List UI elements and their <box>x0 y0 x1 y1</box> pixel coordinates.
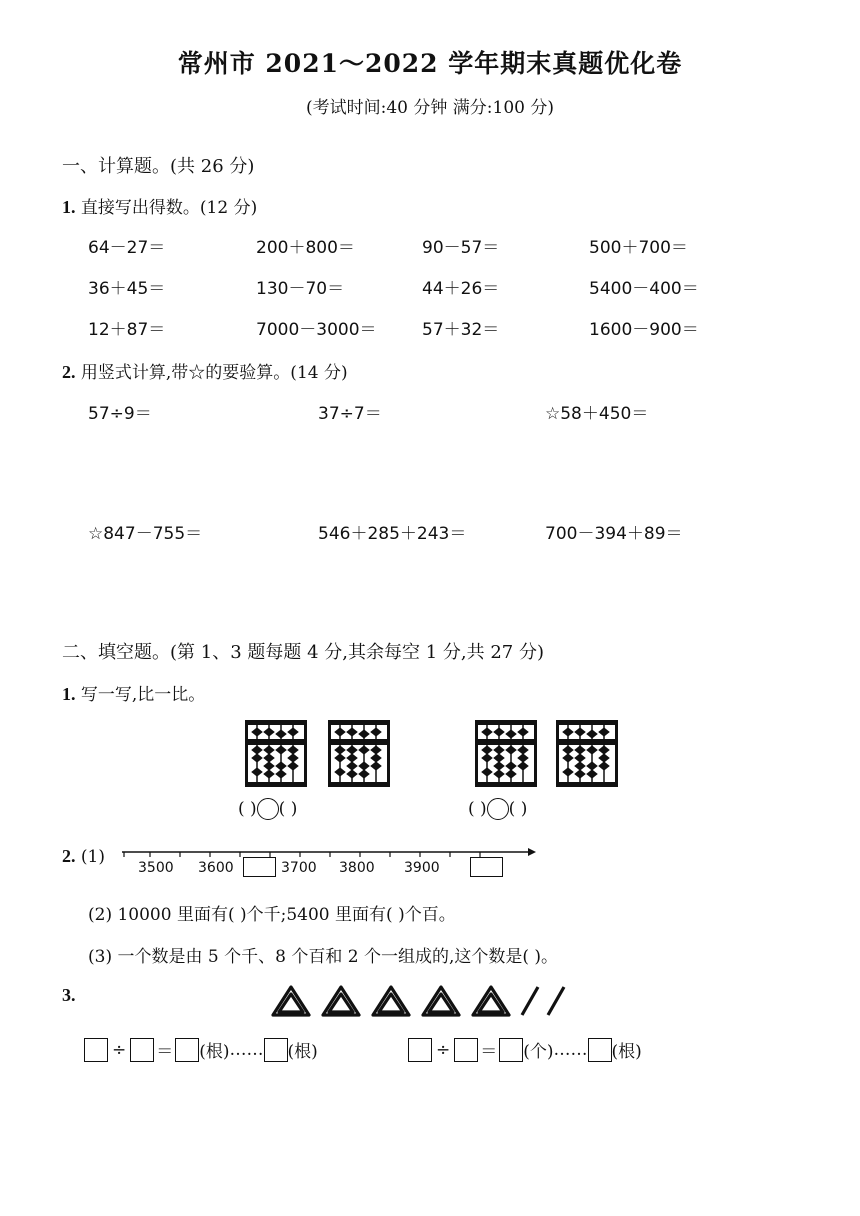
equation-sticks <box>84 1037 318 1062</box>
s1-q1-text: 直接写出得数。(12 分) <box>80 198 258 218</box>
unit-label: (根) <box>611 1042 642 1062</box>
answer-box[interactable] <box>84 1038 108 1062</box>
div-sign: ÷ <box>112 1039 127 1060</box>
s1-q2-text: 用竖式计算,带☆的要验算。(14 分) <box>80 363 348 383</box>
s2-q3 <box>62 985 76 1006</box>
stick-triangles-figure <box>270 982 580 1020</box>
calc-item: 200＋800＝ <box>256 238 355 258</box>
s2-q2-number: 2. <box>62 846 76 866</box>
tick-label: 3900 <box>404 860 440 876</box>
calc-item: 500＋700＝ <box>589 238 688 258</box>
compare-blank[interactable]: ( ) <box>238 799 257 819</box>
s1-q2 <box>62 358 348 383</box>
equals-sign: ＝ <box>480 1042 498 1062</box>
answer-box[interactable] <box>175 1038 199 1062</box>
s2-q1-text: 写一写,比一比。 <box>80 685 206 705</box>
calc-item: 90－57＝ <box>422 238 500 258</box>
compare-blank[interactable]: ( ) <box>278 799 298 819</box>
equation-triangles <box>408 1037 642 1062</box>
s2-q2-p2: (2) 10000 里面有( )个千;5400 里面有( )个百。 <box>88 905 456 925</box>
s2-q2-p1: (1) <box>80 847 105 867</box>
compare-circle[interactable] <box>487 798 509 820</box>
calc-item: 12＋87＝ <box>88 320 166 340</box>
calc-item: 1600－900＝ <box>589 320 699 340</box>
tick-label: 3800 <box>339 860 375 876</box>
compare-left <box>238 798 297 820</box>
answer-box[interactable] <box>130 1038 154 1062</box>
equals-sign: ＝ <box>156 1042 174 1062</box>
exam-info: (考试时间:40 分钟 满分:100 分) <box>305 98 554 118</box>
answer-box[interactable] <box>499 1038 523 1062</box>
answer-box[interactable] <box>243 857 276 877</box>
ellipsis: …… <box>229 1039 264 1060</box>
compare-blank[interactable]: ( ) <box>468 799 487 819</box>
calc-item: 7000－3000＝ <box>256 320 377 340</box>
vertical-calc-item: 37÷7＝ <box>318 404 382 424</box>
s2-q1 <box>62 680 205 705</box>
vertical-calc-item: 700－394＋89＝ <box>545 524 683 544</box>
answer-box[interactable] <box>588 1038 612 1062</box>
calc-item: 5400－400＝ <box>589 279 699 299</box>
answer-box[interactable] <box>264 1038 288 1062</box>
vertical-calc-item: ☆58＋450＝ <box>545 404 649 424</box>
answer-box[interactable] <box>470 857 503 877</box>
vertical-calc-item: 546＋285＋243＝ <box>318 524 467 544</box>
tick-label: 3500 <box>138 860 174 876</box>
s2-q1-number: 1. <box>62 684 76 704</box>
ellipsis: …… <box>553 1039 588 1060</box>
unit-label: (个) <box>523 1042 554 1062</box>
s1-q1 <box>62 193 257 218</box>
answer-box[interactable] <box>408 1038 432 1062</box>
compare-circle[interactable] <box>257 798 279 820</box>
compare-blank[interactable]: ( ) <box>508 799 528 819</box>
unit-label: (根) <box>199 1042 230 1062</box>
tick-label: 3600 <box>198 860 234 876</box>
calc-item: 130－70＝ <box>256 279 345 299</box>
calc-item: 36＋45＝ <box>88 279 166 299</box>
unit-label: (根) <box>287 1042 318 1062</box>
s2-q2-p3: (3) 一个数是由 5 个千、8 个百和 2 个一组成的,这个数是( )。 <box>88 947 559 967</box>
abacus-figure <box>240 718 640 790</box>
calc-item: 64－27＝ <box>88 238 166 258</box>
section-1-heading: 一、计算题。(共 26 分) <box>62 156 255 177</box>
s1-q1-number: 1. <box>62 197 76 217</box>
div-sign: ÷ <box>436 1039 451 1060</box>
s1-q2-number: 2. <box>62 362 76 382</box>
answer-box[interactable] <box>454 1038 478 1062</box>
page-title: 常州市 2021～2022 学年期末真题优化卷 <box>177 49 683 78</box>
section-2-heading: 二、填空题。(第 1、3 题每题 4 分,其余每空 1 分,共 27 分) <box>62 642 544 663</box>
s2-q3-number: 3. <box>62 985 76 1005</box>
vertical-calc-item: ☆847－755＝ <box>88 524 203 544</box>
calc-item: 57＋32＝ <box>422 320 500 340</box>
tick-label: 3700 <box>281 860 317 876</box>
vertical-calc-item: 57÷9＝ <box>88 404 152 424</box>
calc-item: 44＋26＝ <box>422 279 500 299</box>
s2-q2 <box>62 846 105 867</box>
compare-right <box>468 798 527 820</box>
